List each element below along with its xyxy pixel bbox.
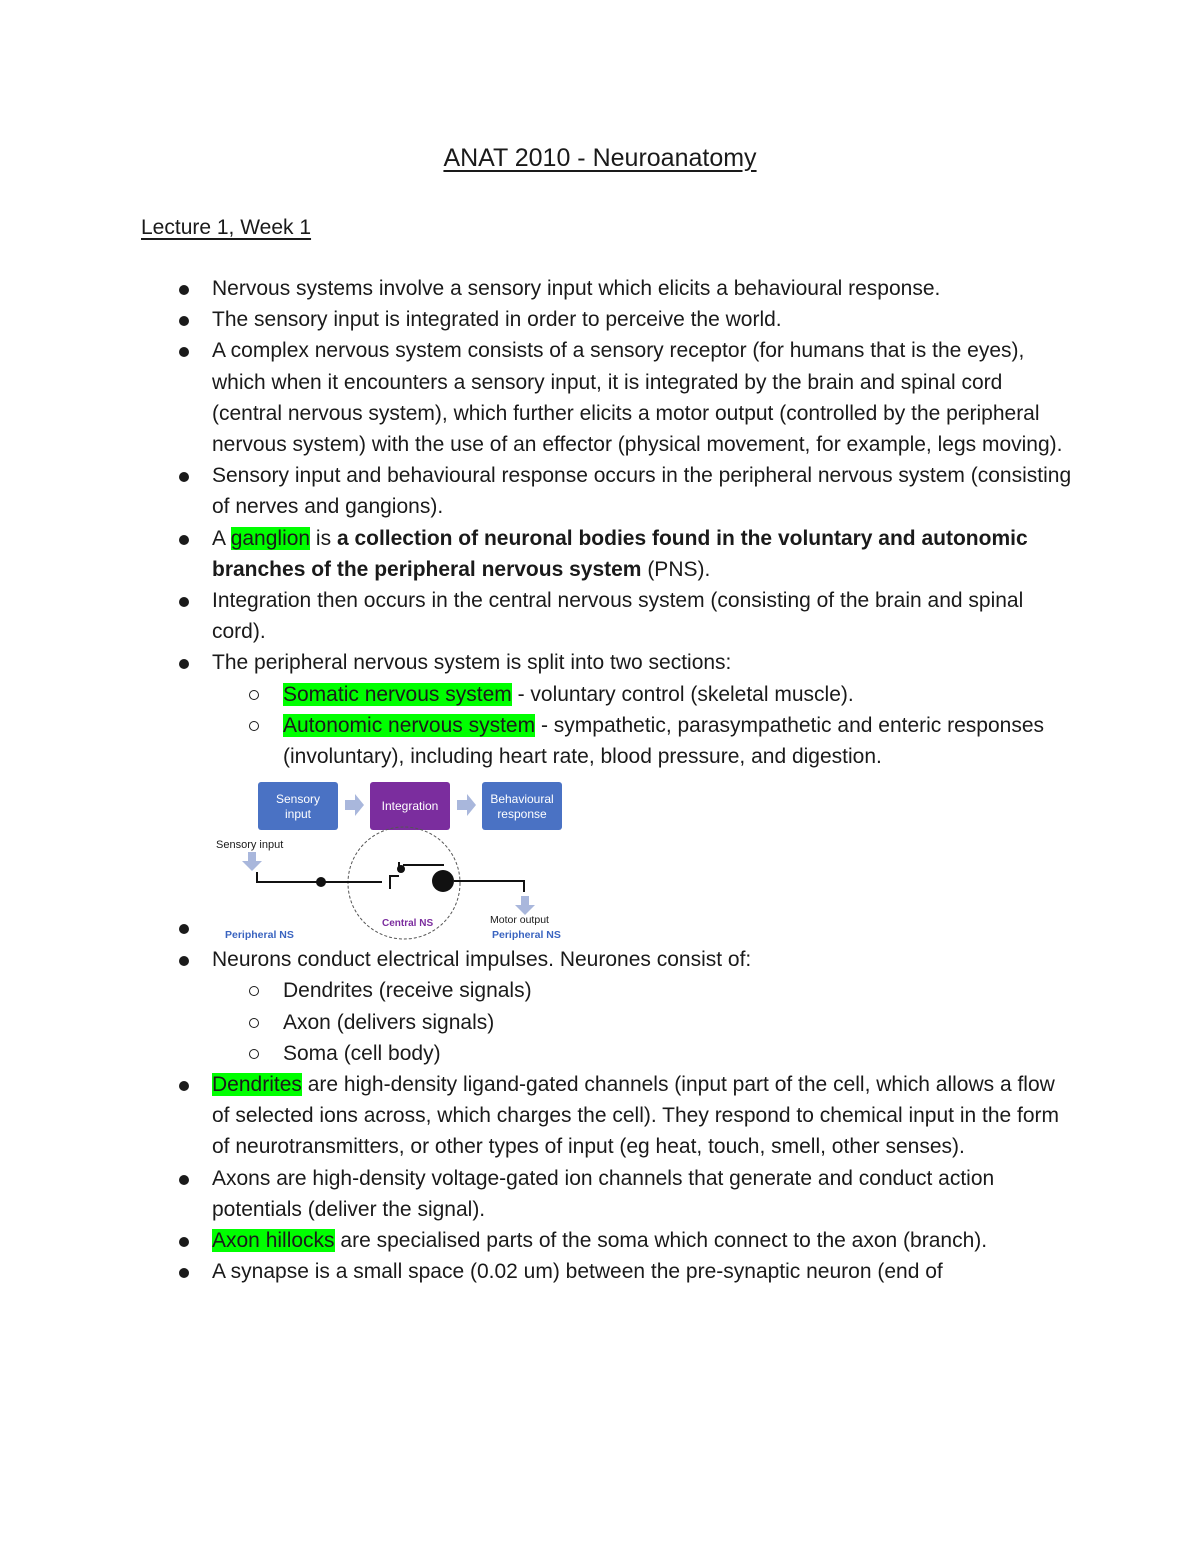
- list-item: A complex nervous system consists of a sensory receptor (for humans that is the eyes), which when it encounters a sensory input, it is integrated by the brain and spinal cord (central nervous system), which further elicits a motor output (controlled by the peripheral nervous system) with the use of an effector (physical movement, for example, legs moving).: [0, 335, 1072, 460]
- motor-neuron-soma: [432, 870, 454, 892]
- lecture-heading: Lecture 1, Week 1: [141, 216, 312, 239]
- bullet-icon: [179, 535, 189, 545]
- motor-neuron-axon: [454, 881, 524, 892]
- hollow-bullet-icon: [249, 1049, 259, 1059]
- sub-list-item: Dendrites (receive signals): [0, 975, 1073, 1006]
- bullet-icon: [179, 285, 189, 295]
- sub-list-item: Somatic nervous system - voluntary control (skeletal muscle).: [0, 679, 1073, 710]
- bullet-icon: [179, 924, 189, 934]
- highlighted-term: Autonomic nervous system: [283, 713, 536, 737]
- bullet-icon: [179, 1175, 189, 1185]
- peripheral-ns-right-label: Peripheral NS: [492, 929, 561, 942]
- list-item: The sensory input is integrated in order to perceive the world.: [0, 304, 1072, 335]
- bullet-icon: [179, 1268, 189, 1278]
- list-item: Sensory input and behavioural response occurs in the peripheral nervous system (consisting of nerves and gangions).: [0, 460, 1072, 522]
- bullet-icon: [179, 1237, 189, 1247]
- svg-text:response: response: [497, 807, 547, 822]
- list-item-figure: [0, 772, 1072, 944]
- bullet-icon: [179, 1081, 189, 1091]
- list-item: Integration then occurs in the central nervous system (consisting of the brain and spinal cord).: [0, 585, 1072, 647]
- sensory-input-box: [258, 782, 338, 830]
- svg-text:Integration: Integration: [381, 799, 439, 814]
- svg-text:Sensory: Sensory: [275, 792, 321, 807]
- hollow-bullet-icon: [249, 721, 259, 731]
- nervous-system-diagram: [212, 772, 577, 944]
- list-item: Axons are high-density voltage-gated ion channels that generate and conduct action potentials (deliver the signal).: [0, 1163, 1072, 1225]
- hollow-bullet-icon: [249, 690, 259, 700]
- list-item-dendrites: Dendrites are high-density ligand-gated channels (input part of the cell, which allows a flow of selected ions across, which charges the cell). They respond to chemical input in the form of neurotransmitters, or other types of input (eg heat, touch, smell, other senses).: [0, 1069, 1072, 1163]
- hollow-bullet-icon: [249, 986, 259, 996]
- behavioural-response-box: [482, 782, 562, 830]
- list-item: Nervous systems involve a sensory input which elicits a behavioural response.: [0, 273, 1072, 304]
- bullet-icon: [179, 347, 189, 357]
- sensory-neuron-soma: [316, 877, 326, 887]
- sub-list-item: Axon (delivers signals): [0, 1007, 1073, 1038]
- arrow-down-icon: [242, 852, 262, 871]
- bold-definition: a collection of neuronal bodies found in the voluntary and autonomic branches of the peripheral nervous system: [212, 526, 1028, 581]
- motor-output-label: Motor output: [490, 914, 549, 927]
- bullet-icon: [179, 956, 189, 966]
- peripheral-ns-left-label: Peripheral NS: [225, 929, 294, 942]
- diagram-svg: [212, 772, 577, 944]
- list-item-ganglion: A ganglion is a collection of neuronal bodies found in the voluntary and autonomic branches of the peripheral nervous system (PNS).: [0, 523, 1072, 585]
- bullet-icon: [179, 472, 189, 482]
- arrow-down-icon: [515, 896, 535, 915]
- sensory-input-label: Sensory input: [216, 839, 284, 852]
- sub-list-item: Autonomic nervous system - sympathetic, parasympathetic and enteric responses (involuntary), including heart rate, blood pressure, and digestion.: [0, 710, 1073, 772]
- svg-text:Behavioural: Behavioural: [490, 792, 554, 807]
- highlighted-term: ganglion: [230, 526, 311, 550]
- page-title: ANAT 2010 - Neuroanatomy: [443, 144, 757, 172]
- highlighted-term: Somatic nervous system: [283, 682, 512, 706]
- central-ns-label: Central NS: [382, 918, 434, 930]
- list-item: The peripheral nervous system is split into two sections:: [0, 647, 1072, 678]
- notes-list: [0, 273, 1200, 1287]
- arrow-right-icon: [457, 794, 476, 816]
- sub-list-item: Soma (cell body): [0, 1038, 1073, 1069]
- bullet-icon: [179, 316, 189, 326]
- list-item-axon-hillocks: Axon hillocks are specialised parts of the soma which connect to the axon (branch).: [0, 1225, 1072, 1256]
- bullet-icon: [179, 597, 189, 607]
- list-item: A synapse is a small space (0.02 um) between the pre-synaptic neuron (end of: [0, 1256, 1072, 1287]
- highlighted-term: Dendrites: [212, 1073, 302, 1097]
- svg-text:input: input: [284, 807, 312, 822]
- list-item: Neurons conduct electrical impulses. Neurones consist of:: [0, 944, 1072, 975]
- arrow-right-icon: [345, 794, 364, 816]
- hollow-bullet-icon: [249, 1018, 259, 1028]
- highlighted-term: Axon hillocks: [212, 1229, 335, 1253]
- bullet-icon: [179, 659, 189, 669]
